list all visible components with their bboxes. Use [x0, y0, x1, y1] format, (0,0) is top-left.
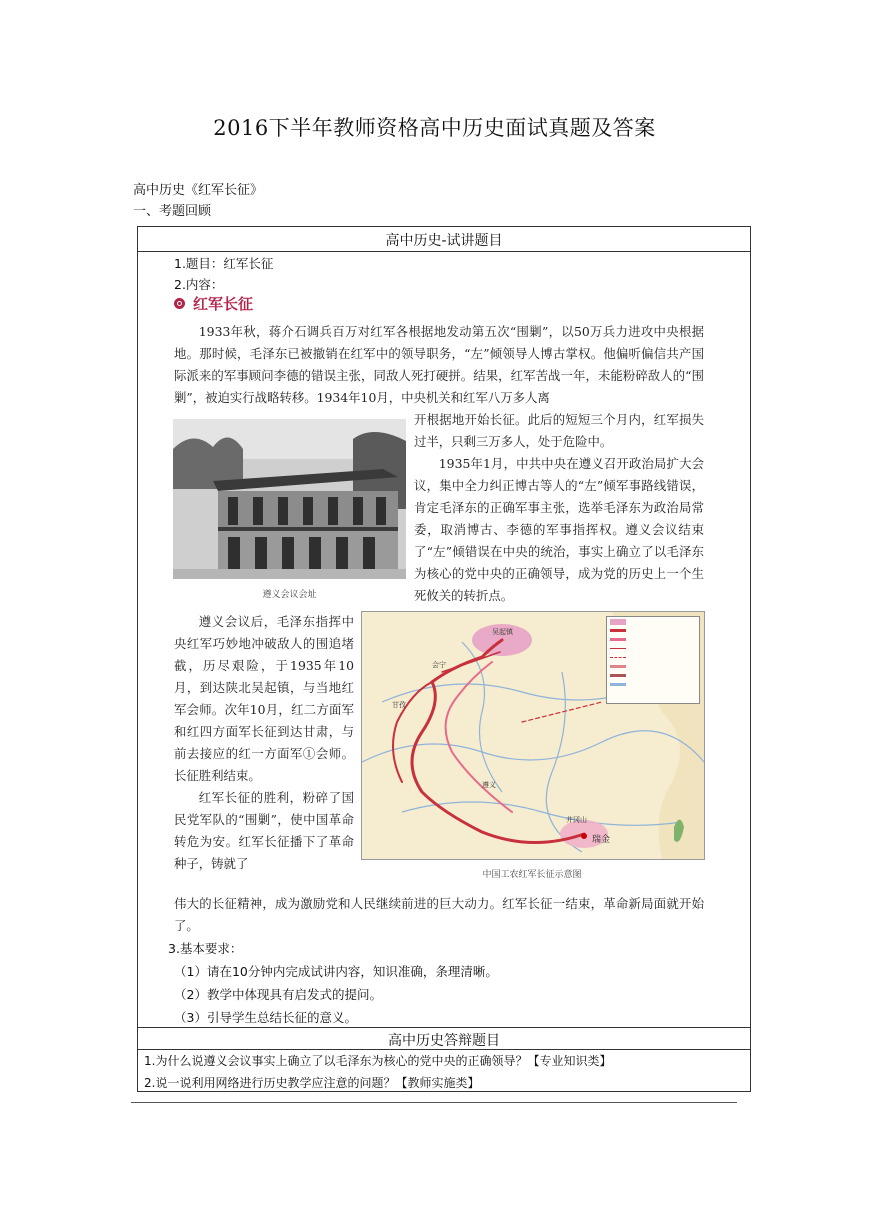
legend-row [607, 644, 699, 653]
huining-label: 会宁 [432, 661, 446, 669]
requirement-item: （1）请在10分钟内完成试讲内容，知识准确，条理清晰。 [174, 964, 498, 979]
map-caption: 中国工农红军长征示意图 [482, 870, 582, 880]
paragraph-2: 1935年1月，中共中央在遵义召开政治局扩大会议，集中全力纠正博古等人的“左”倾军事路线错误，肯定毛泽东的正确军事主张，选举毛泽东为政治局常委，取消博古、李德的军事指挥权。遵义会议结束了“左”倾错误在中央的统治，事实上确立了以毛泽东为核心的党中央的正确领导，成为党的历史上一个生死攸关的转折点。 [414, 456, 704, 603]
zunyi-label: 遵义 [482, 781, 496, 789]
requirement-item: （2）教学中体现具有启发式的提问。 [174, 987, 382, 1002]
ruijin-label: 瑞金 [592, 835, 611, 845]
legend-row [607, 617, 699, 626]
requirements-title: 3.基本要求： [168, 941, 243, 956]
photo-caption: 遵义会议会址 [262, 590, 317, 600]
defense-question: 2.说一说利用网络进行历史教学应注意的问题？【教师实施类】 [144, 1076, 480, 1090]
legend-row [607, 653, 699, 662]
building-illustration [173, 419, 406, 579]
paragraph-4: 红军长征的胜利，粉碎了国民党军队的“围剿”，使中国革命转危为安。红军长征播下了革命种子，铸就了 [174, 790, 354, 871]
paragraph-1-continued: 开根据地开始长征。此后的短短三个月内，红军损失过半，只剩三万多人，处于危险中。 [414, 412, 704, 449]
section-line: 一、考题回顾 [133, 204, 212, 219]
divider [138, 251, 750, 252]
long-march-map [361, 611, 705, 860]
wuqi-label: 吴起镇 [492, 628, 513, 636]
zunyi-site-photo [173, 419, 406, 579]
legend-row [607, 662, 699, 671]
legend-row [607, 626, 699, 635]
defense-header: 高中历史答辩题目 [388, 1033, 500, 1049]
legend-row [607, 671, 699, 680]
content-label: 2.内容： [174, 277, 224, 292]
exam-table [137, 226, 751, 1092]
subject-line: 高中历史《红军长征》 [133, 183, 264, 198]
legend-row [607, 680, 699, 689]
bottom-rule [131, 1102, 737, 1103]
requirement-item: （3）引导学生总结长征的意义。 [174, 1010, 357, 1025]
ganzi-label: 甘孜 [392, 701, 406, 709]
divider [138, 1049, 750, 1050]
defense-question: 1.为什么说遵义会议事实上确立了以毛泽东为核心的党中央的正确领导？【专业知识类】 [144, 1054, 612, 1068]
map-legend [606, 616, 700, 704]
section-heading [174, 293, 253, 314]
document-title: 2016下半年教师资格高中历史面试真题及答案 [213, 116, 656, 140]
legend-row [607, 635, 699, 644]
paragraph-3: 遵义会议后，毛泽东指挥中央红军巧妙地冲破敌人的围追堵截，历尽艰险，于1935年10月，到达陕北吴起镇，与当地红军会师。次年10月，红二方面军和红四方面军长征到达甘肃，与前去接应的红一方面军①会师。长征胜利结束。 [174, 614, 354, 783]
divider [138, 1027, 750, 1028]
jinggang-label: 井冈山 [566, 816, 587, 824]
topic-line: 1.题目：红军长征 [174, 256, 274, 271]
paragraph-1: 1933年秋，蒋介石调兵百万对红军各根据地发动第五次“围剿”，以50万兵力进攻中央根据地。那时候，毛泽东已被撤销在红军中的领导职务，“左”倾领导人博古掌权。他偏听偏信共产国际派来的军事顾问李德的错误主张，同敌人死打硬拼。结果，红军苦战一年，未能粉碎敌人的“围剿”，被迫实行战略转移。1934年10月，中央机关和红军八万多人离 [174, 324, 704, 405]
section-title: 红军长征 [193, 295, 254, 313]
trial-lecture-header: 高中历史-试讲题目 [385, 233, 503, 249]
circle-bullet-icon [174, 298, 185, 309]
paragraph-5: 伟大的长征精神，成为激励党和人民继续前进的巨大动力。红军长征一结束，革命新局面就开始了。 [174, 896, 704, 933]
